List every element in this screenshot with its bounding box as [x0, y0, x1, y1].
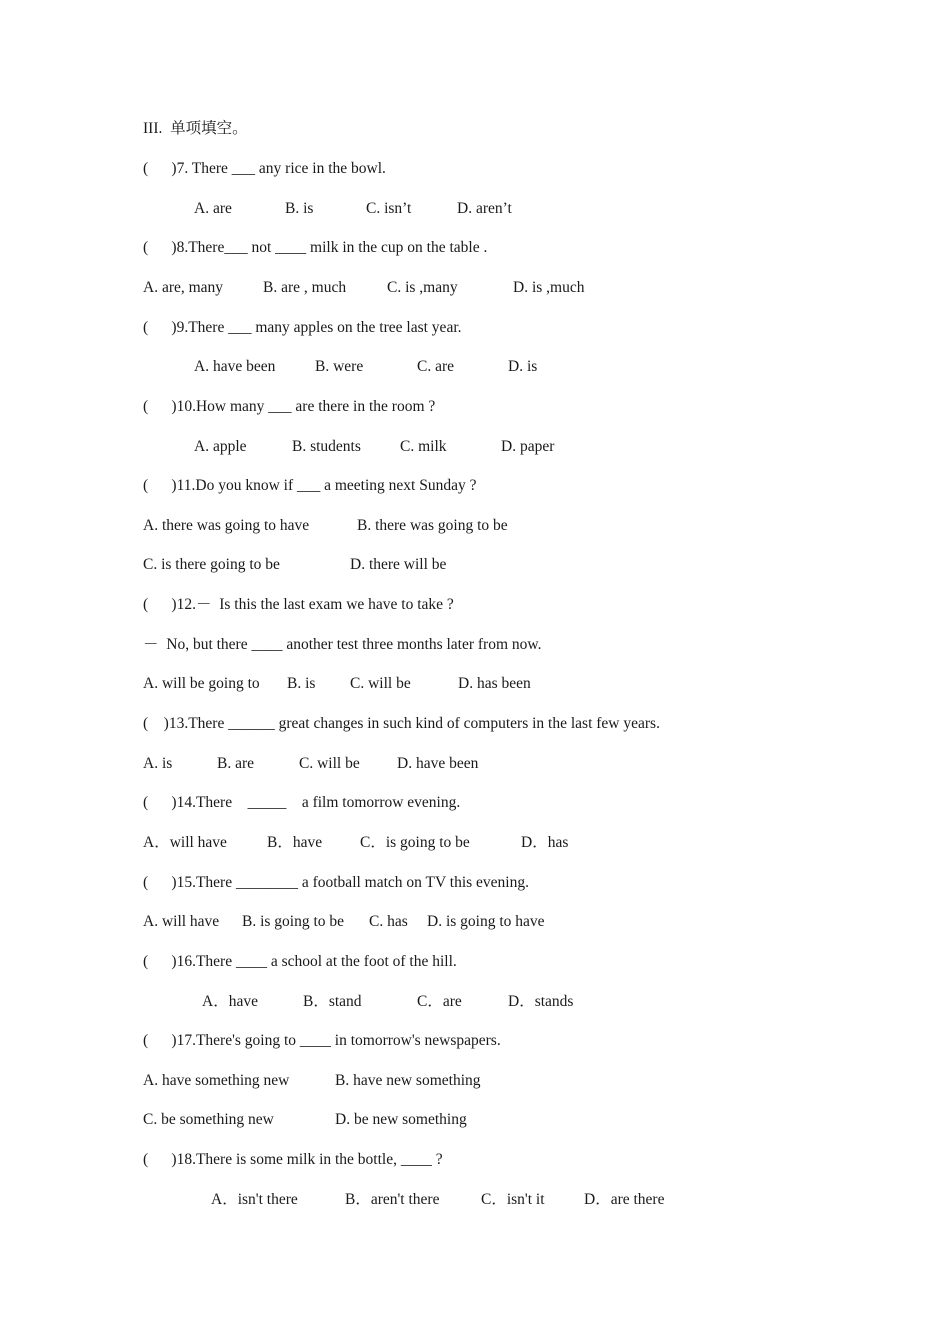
- question-11-options-ab: [0, 516, 950, 536]
- option-a: A. have been: [194, 358, 276, 375]
- question-8-stem: ( )8.There___ not ____ milk in the cup on the table .: [143, 239, 488, 256]
- option-c: C. milk: [400, 438, 447, 455]
- option-c: C. will be: [299, 755, 360, 772]
- option-b: B. are , much: [263, 279, 347, 296]
- option-d: D. be new something: [335, 1111, 467, 1128]
- option-d: D．stands: [508, 993, 574, 1010]
- option-c: C. is there going to be: [143, 556, 280, 573]
- option-a: A. are, many: [143, 279, 224, 296]
- question-12-stem: ( )12.－ Is this the last exam we have to take ?: [143, 596, 454, 613]
- question-15-options: [0, 912, 950, 932]
- option-c: C．is going to be: [360, 834, 470, 851]
- question-10-options: [0, 437, 950, 457]
- option-b: B. is: [287, 675, 316, 692]
- question-18-stem: ( )18.There is some milk in the bottle, ____ ?: [143, 1151, 443, 1168]
- question-15-stem: ( )15.There ________ a football match on TV this evening.: [143, 874, 529, 891]
- option-d: D. there will be: [350, 556, 447, 573]
- question-17-stem: ( )17.There's going to ____ in tomorrow's newspapers.: [143, 1032, 501, 1049]
- option-d: D．has: [521, 834, 569, 851]
- option-b: B. are: [217, 755, 255, 772]
- option-a: A. are: [194, 200, 232, 217]
- option-c: C. be something new: [143, 1111, 274, 1128]
- option-d: D. is ,much: [513, 279, 585, 296]
- option-b: B. were: [315, 358, 364, 375]
- question-13-stem: ( )13.There ______ great changes in such kind of computers in the last few years.: [143, 715, 660, 732]
- option-c: C．isn't it: [481, 1191, 545, 1208]
- option-d: D. is: [508, 358, 538, 375]
- option-a: A. is: [143, 755, 173, 772]
- option-a: A. apple: [194, 438, 247, 455]
- question-11-stem: ( )11.Do you know if ___ a meeting next Sunday ?: [143, 477, 477, 494]
- question-17-options-ab: [0, 1071, 950, 1091]
- question-14-stem: ( )14.There _____ a film tomorrow evening.: [143, 794, 461, 811]
- question-12-options: [0, 674, 950, 694]
- question-9-options: [0, 357, 950, 377]
- option-c: C. will be: [350, 675, 411, 692]
- option-b: B．stand: [303, 993, 362, 1010]
- option-b: B. is: [285, 200, 314, 217]
- question-16-options: [0, 992, 950, 1012]
- option-b: B．have: [267, 834, 323, 851]
- option-c: C. isn’t: [366, 200, 412, 217]
- question-14-options: [0, 833, 950, 853]
- question-18-options: [0, 1190, 950, 1210]
- option-a: A. will have: [143, 913, 220, 930]
- option-d: D. has been: [458, 675, 531, 692]
- option-c: C. are: [417, 358, 455, 375]
- question-10-stem: ( )10.How many ___ are there in the room ?: [143, 398, 436, 415]
- option-c: C．are: [417, 993, 462, 1010]
- option-a: A．isn't there: [211, 1191, 298, 1208]
- option-a: A．have: [202, 993, 258, 1010]
- question-16-stem: ( )16.There ____ a school at the foot of the hill.: [143, 953, 457, 970]
- option-d: D. have been: [397, 755, 479, 772]
- option-c: C. is ,many: [387, 279, 458, 296]
- option-d: D. is going to have: [427, 913, 545, 930]
- option-b: B．aren't there: [345, 1191, 440, 1208]
- question-13-options: [0, 754, 950, 774]
- question-7-stem: ( )7. There ___ any rice in the bowl.: [143, 160, 386, 177]
- question-8-options: [0, 278, 950, 298]
- option-d: D. paper: [501, 438, 555, 455]
- option-d: D．are there: [584, 1191, 665, 1208]
- option-b: B. have new something: [335, 1072, 481, 1089]
- question-17-options-cd: [0, 1110, 950, 1130]
- question-11-options-cd: [0, 555, 950, 575]
- option-a: A. have something new: [143, 1072, 290, 1089]
- option-b: B. students: [292, 438, 361, 455]
- question-9-stem: ( )9.There ___ many apples on the tree last year.: [143, 319, 462, 336]
- option-d: D. aren’t: [457, 200, 512, 217]
- option-c: C. has: [369, 913, 408, 930]
- option-a: A. there was going to have: [143, 517, 310, 534]
- option-a: A. will be going to: [143, 675, 260, 692]
- option-b: B. is going to be: [242, 913, 345, 930]
- option-b: B. there was going to be: [357, 517, 508, 534]
- section-title: III. 单项填空。: [143, 120, 248, 137]
- question-7-options: [0, 199, 950, 219]
- question-12-reply: － No, but there ____ another test three months later from now.: [143, 636, 542, 653]
- option-a: A．will have: [143, 834, 227, 851]
